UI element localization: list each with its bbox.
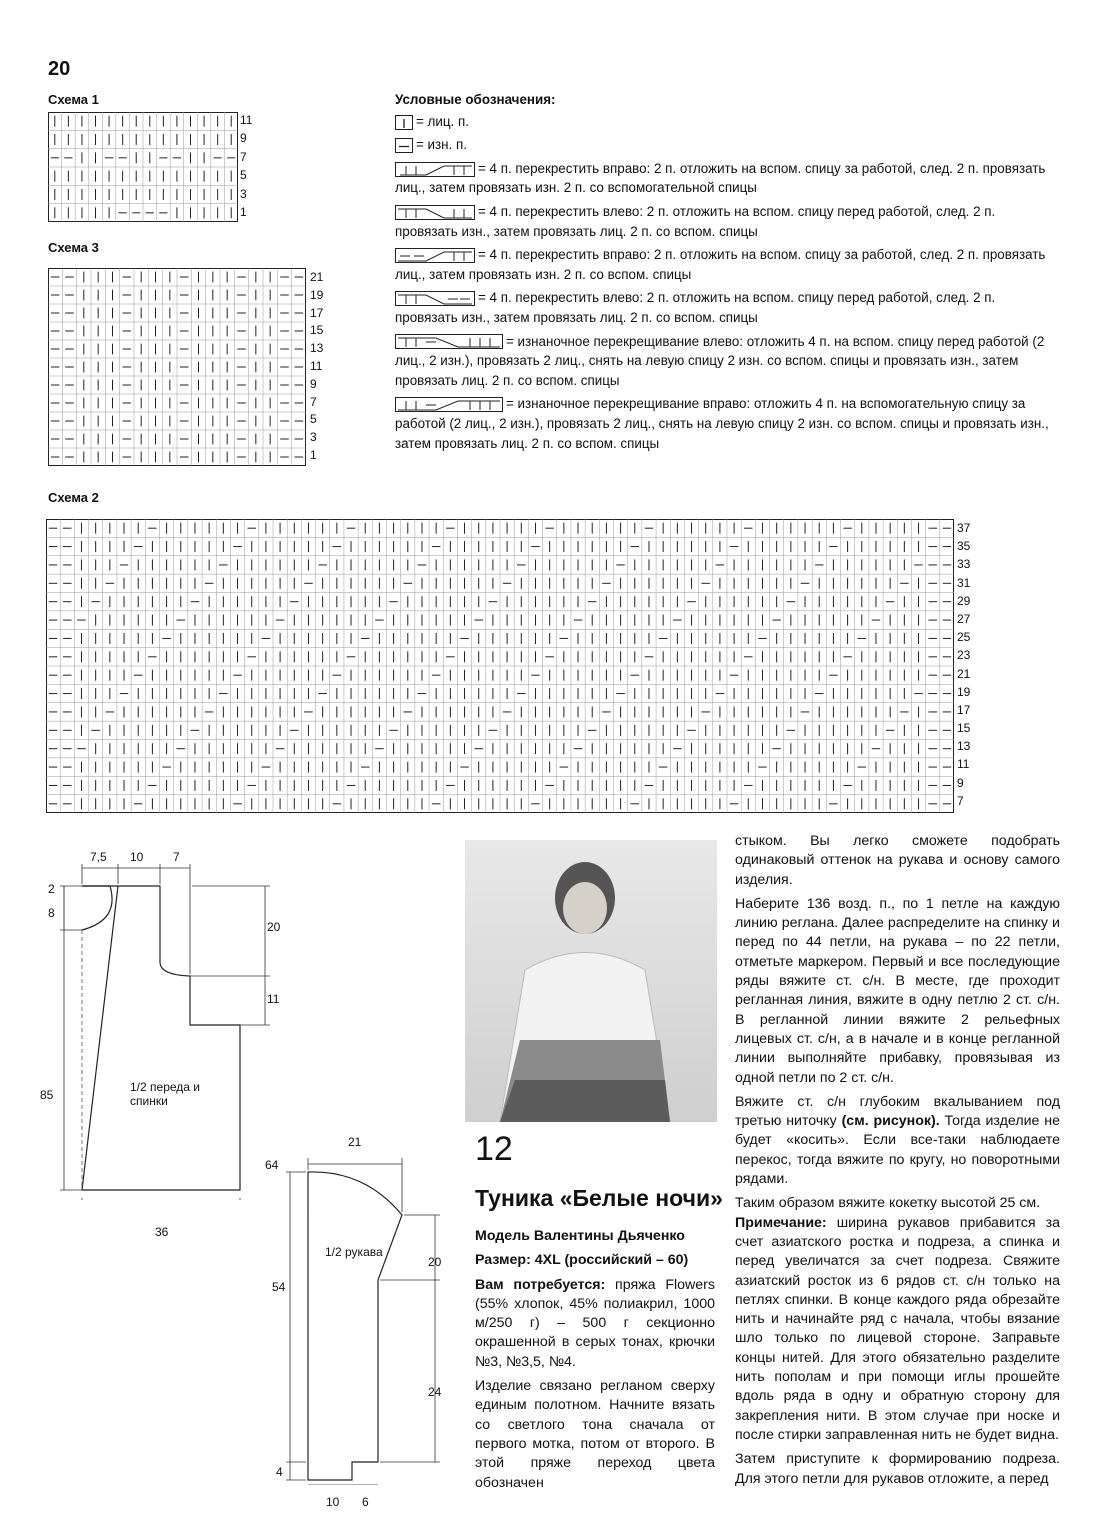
legend-text: = изнаночное перекрещивание вправо: отложить 4 п. на вспомогательную спицу за работой (2 лиц., 2 изн.), провязать 2 лиц., снять на левую спицу 2 изн. со вспом. спицы и провязать изн., затем провязать лиц. 2 п. со вспом. спицы [395, 396, 1049, 451]
purl-symbol-icon [395, 138, 413, 153]
schema3-title: Схема 3 [48, 240, 99, 255]
row-number: 23 [957, 648, 971, 663]
p4-part: Вяжите ст. с/н глубоким вкалыванием под третью ниточку [735, 1093, 1060, 1130]
row-number: 13 [310, 341, 324, 356]
sleeve-pattern-drawing [270, 1150, 450, 1485]
row-number: 5 [310, 412, 317, 427]
row-number: 11 [240, 113, 253, 127]
materials: пряжа Flowers (55% хлопок, 45% полиакрил, 1000 м/250 г) – 500 г секционно окрашенной в серых тонах, крючки №3, №3,5, №4. [475, 1276, 715, 1370]
dim-top-c: 7 [173, 850, 180, 864]
dim-sleeve-left-b: 54 [272, 1280, 286, 1294]
schema2-row-numbers [957, 522, 970, 813]
row-number: 9 [240, 131, 247, 146]
cable-4-right-symbol-icon [395, 162, 475, 177]
row-number: 7 [957, 793, 964, 808]
dim-sleeve-bottom-a: 10 [326, 1495, 340, 1509]
page-number: 20 [48, 58, 71, 80]
row-number: 3 [240, 186, 247, 201]
legend-item [395, 202, 1055, 241]
schema2-title: Схема 2 [48, 490, 99, 505]
row-number: 15 [310, 323, 324, 338]
legend-item [395, 332, 1055, 391]
legend-text: = 4 п. перекрестить влево: 2 п. отложить на вспом. спицу перед работой, след. 2 п. провязать изн., затем провязать лиц. 2 п. со вспом. спицы [395, 203, 996, 239]
legend-text: = 4 п. перекрестить вправо: 2 п. отложить на вспом. спицу за работой, след. 2 п. провязать лиц., затем провязать изн. 2 п. со вспомогательной спицы [395, 160, 1046, 196]
row-number: 19 [957, 684, 971, 699]
note-label: Примечание: [735, 1214, 827, 1231]
p4-part: Тогда изделие не будет «косить». Если все-таки наблюдаете перекос, тогда вяжите по кругу, но поворотными рядами. [735, 1113, 1060, 1188]
article-title: Туника «Белые ночи» [475, 1185, 723, 1211]
dim-top-b: 10 [130, 850, 144, 864]
row-number: 1 [310, 447, 317, 462]
schema3-chart [48, 268, 306, 466]
paragraph: Затем приступите к формированию подреза. Для этого петли для рукавов отложите, а перед [735, 1451, 1060, 1487]
row-number: 11 [957, 757, 970, 772]
row-number: 19 [310, 287, 324, 302]
article-number: 12 [475, 1130, 513, 1168]
legend-item [395, 394, 1055, 453]
row-number: 25 [957, 630, 971, 645]
dim-sleeve-left-a: 64 [265, 1158, 279, 1172]
schema1-title: Схема 1 [48, 92, 99, 107]
note-text: ширина рукавов прибавится за счет азиатского ростка и подреза, а спинка и перед увеличатся за счет подреза. Свяжите азиатский росток из 6 рядов ст. с/н только на петлях спинки. В конце каждого ряда обрезайте нить и начинайте ряд с начала, чтобы вязание шло только по лицевой стороне. Заправьте концы нитей. Для этого обязательно разделите нить пополам и при помощи иглы прошейте вдоль ряда в одну и обратную сторону для закрепления нити. В этом случае при носке и после стирки заправленная нить не будет видна. [735, 1214, 1060, 1443]
schema3-row-numbers [310, 271, 323, 467]
paragraph [735, 1214, 1060, 1446]
p4-ref: (см. рисунок). [841, 1113, 940, 1130]
row-number: 37 [957, 521, 971, 535]
dim-top-a: 7,5 [90, 850, 107, 864]
row-number: 15 [957, 721, 971, 736]
cable-4-right-purl-symbol-icon [395, 248, 475, 263]
paragraph: Изделие связано регланом сверху единым полотном. Начните вязать со светлого тона сначала от первого мотка, потом от второго. В этой пряже переход цвета обозначен [475, 1378, 715, 1491]
dim-sleeve-right-a: 20 [428, 1255, 442, 1269]
row-number: 35 [957, 539, 971, 554]
model-photo [465, 840, 717, 1122]
dim-right-a: 20 [267, 920, 281, 934]
paragraph: Таким образом вяжите кокетку высотой 25 см. [735, 1195, 1041, 1212]
row-number: 17 [310, 305, 324, 320]
body-label: 1/2 переда и спинки [130, 1080, 200, 1108]
legend [395, 90, 1055, 457]
article-col2 [735, 832, 1060, 1494]
row-number: 5 [240, 168, 247, 183]
cable-4-left-purl-symbol-icon [395, 291, 475, 306]
purl-cross-right-symbol-icon [395, 397, 503, 412]
body-outline [82, 886, 240, 1190]
dim-height: 85 [40, 1088, 54, 1102]
dim-sleeve-bottom-b: 6 [362, 1495, 369, 1509]
legend-text: = изн. п. [416, 137, 467, 153]
legend-item [395, 135, 1055, 155]
paragraph: Наберите 136 возд. п., по 1 петле на каждую линию реглана. Далее распределите на спинку и перед по 44 петли, на рукава – по 22 петли, отметьте маркером. Первый и все последующие ряды вяжите ст. с/н. В месте, где проходит регланная линия, вяжите в одну петлю 2 ст. с/н. В регланной линии вяжите 2 рельефных лицевых ст. с/н, а в начале и в конце регланной линии выполняйте прибавку, провязывая из одной петли по 2 ст. с/н. [735, 895, 1060, 1086]
row-number: 7 [310, 394, 317, 409]
row-number: 29 [957, 593, 971, 608]
row-number: 7 [240, 149, 247, 164]
schema1-row-numbers [240, 114, 252, 224]
row-number: 9 [310, 376, 317, 391]
dim-sleeve-right-b: 24 [428, 1385, 442, 1399]
knit-symbol-icon [395, 115, 413, 130]
legend-text: = 4 п. перекрестить вправо: 2 п. отложить на вспом. спицу за работой, след. 2 п. провязать лиц., затем провязать изн. 2 п. со вспом. спицы [395, 247, 1046, 282]
legend-item [395, 112, 1055, 132]
row-number: 17 [957, 702, 971, 717]
legend-text: = 4 п. перекрестить влево: 2 п. отложить на вспом. спицу перед работой, след. 2 п. провязать изн., затем провязать лиц. 2 п. со вспом. спицы [395, 290, 996, 325]
legend-title: Условные обозначения: [395, 92, 556, 107]
body-pattern-drawing [40, 840, 280, 1200]
article-col1 [475, 1227, 715, 1498]
row-number: 1 [240, 204, 247, 219]
size: Размер: 4XL (российский – 60) [475, 1252, 689, 1269]
schema1-chart [48, 112, 238, 222]
legend-item [395, 288, 1055, 327]
dim-left-a: 2 [48, 882, 55, 896]
legend-text: = лиц. п. [416, 113, 469, 129]
dim-right-b: 11 [267, 992, 280, 1006]
row-number: 33 [957, 557, 971, 572]
woman-in-tunic-icon [465, 840, 717, 1122]
dim-sleeve-top: 21 [348, 1135, 362, 1149]
row-number: 21 [310, 270, 324, 284]
paragraph: стыком. Вы легко сможете подобрать одинаковый оттенок на рукава и основу самого изделия. [735, 833, 1060, 888]
paragraph [735, 1093, 1060, 1189]
row-number: 3 [310, 430, 317, 445]
purl-cross-left-symbol-icon [395, 334, 503, 349]
dim-left-b: 8 [48, 906, 55, 920]
cable-4-left-symbol-icon [395, 205, 475, 220]
dim-width: 36 [155, 1225, 169, 1239]
row-number: 9 [957, 775, 964, 790]
row-number: 13 [957, 739, 971, 754]
row-number: 31 [957, 575, 971, 590]
legend-text: = изнаночное перекрещивание влево: отложить 4 п. на вспом. спицу перед работой (2 лиц., 2 изн.), провязать 2 лиц., снять на левую спицу 2 изн. со вспом. спицы и провязать изн., затем провязать лиц. 2 п. со вспом. спицы [395, 333, 1045, 388]
row-number: 11 [310, 358, 323, 373]
legend-item [395, 159, 1055, 198]
model-credit: Модель Валентины Дьяченко [475, 1228, 685, 1244]
row-number: 21 [957, 666, 971, 681]
legend-item [395, 245, 1055, 284]
schema2-chart [46, 519, 954, 813]
sleeve-label: 1/2 рукава [325, 1245, 383, 1259]
row-number: 27 [957, 611, 971, 626]
dim-sleeve-left-c: 4 [276, 1465, 283, 1479]
materials-label: Вам потребуется: [475, 1276, 606, 1293]
